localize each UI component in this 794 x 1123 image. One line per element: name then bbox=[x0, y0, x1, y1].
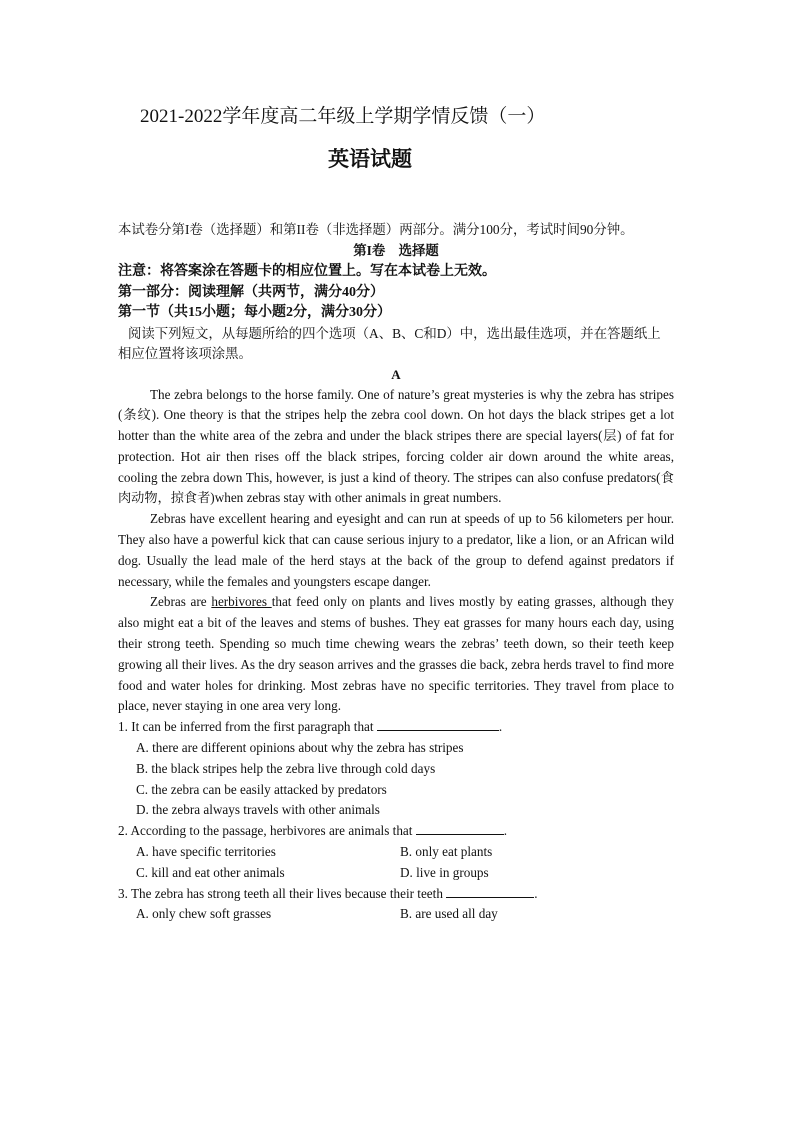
exam-content bbox=[118, 219, 674, 925]
question-2-options-row-2 bbox=[136, 863, 674, 884]
passage-paragraph-3 bbox=[118, 592, 674, 717]
paragraph-3-start: Zebras are bbox=[150, 594, 212, 610]
passage-paragraph-1: The zebra belongs to the horse family. One of nature’s great mysteries is why the zebra has stripes (条纹). One theory is that the stripes help the zebra cool down. On hot days the black stripes get a lot hotter than the white area of the zebra and under the black stripes there are special layers(层) of fat for protection. Hot air then rises off the black stripes, forcing colder air down around the white areas, cooling the zebra down This, however, is just a kind of theory. The stripes can also confuse predators(食肉动物，掠食者)when zebras stay with other animals in great numbers. bbox=[118, 386, 674, 506]
exam-intro: 本试卷分第I卷（选择题）和第II卷（非选择题）两部分。满分100分，考试时间90分钟。 bbox=[118, 222, 634, 237]
question-3-options-row-1 bbox=[136, 904, 674, 925]
question-2-options-row-1 bbox=[136, 842, 674, 863]
answer-blank bbox=[446, 884, 534, 898]
question-2-option-b: B. only eat plants bbox=[400, 844, 493, 860]
notice: 注意：将答案涂在答题卡的相应位置上。写在本试卷上无效。 bbox=[118, 264, 496, 279]
question-3-option-a: A. only chew soft grasses bbox=[136, 906, 272, 922]
exam-subject: 英语试题 bbox=[328, 147, 412, 171]
part1-heading: 第一部分：阅读理解（共两节，满分40分） bbox=[118, 284, 384, 300]
section1-heading: 第一节（共15小题；每小题2分，满分30分） bbox=[118, 305, 391, 320]
question-2-stem: 2. According to the passage, herbivores are animals that . bbox=[118, 823, 508, 839]
question-2-option-c: C. kill and eat other animals bbox=[136, 864, 285, 880]
question-2-option-d: D. live in groups bbox=[400, 864, 489, 880]
reading-instructions: 阅读下列短文，从每题所给的四个选项（A、B、C和D）中，选出最佳选项，并在答题纸上相应位置将该项涂黑。 bbox=[118, 325, 661, 361]
underlined-word-herbivores: herbivores bbox=[211, 594, 272, 610]
volume1-title: 第I卷 选择题 bbox=[353, 243, 439, 258]
passage-label: A bbox=[391, 366, 401, 382]
question-2-option-a: A. have specific territories bbox=[136, 844, 276, 860]
answer-blank bbox=[416, 821, 504, 835]
exam-title: 2021-2022学年度高二年级上学期学情反馈（一） bbox=[140, 106, 546, 127]
question-1-option-b: B. the black stripes help the zebra live through cold days bbox=[136, 760, 436, 776]
answer-blank bbox=[377, 717, 499, 731]
question-1-option-a: A. there are different opinions about why the zebra has stripes bbox=[136, 740, 464, 756]
question-1-option-c: C. the zebra can be easily attacked by predators bbox=[136, 781, 387, 797]
question-1-option-d: D. the zebra always travels with other animals bbox=[136, 802, 380, 818]
passage-paragraph-2: Zebras have excellent hearing and eyesight and can run at speeds of up to 56 kilometers per hour. They also have a powerful kick that can cause serious injury to a predator, like a lion, or an African wild dog. Usually the lead male of the herd stays at the back of the group to defend against predators if necessary, while the females and youngsters escape danger. bbox=[118, 511, 674, 589]
paragraph-3-rest: that feed only on plants and lives mostly by eating grasses, although they also might eat a bit of the leaves and stems of bushes. They eat grasses for many hours each day, using their strong teeth. Spending so much time chewing wears the zebras’ teeth down, so their teeth keep growing all their lives. As the dry season arrives and the grasses die back, zebra herds travel to find more food and water holes for drinking. Most zebras have no specific territories. They travel from place to place, never staying in one area very long. bbox=[118, 594, 674, 714]
question-3-stem: 3. The zebra has strong teeth all their lives because their teeth . bbox=[118, 885, 538, 901]
question-1-stem: 1. It can be inferred from the first paragraph that . bbox=[118, 719, 503, 735]
question-3-option-b: B. are used all day bbox=[400, 906, 498, 922]
